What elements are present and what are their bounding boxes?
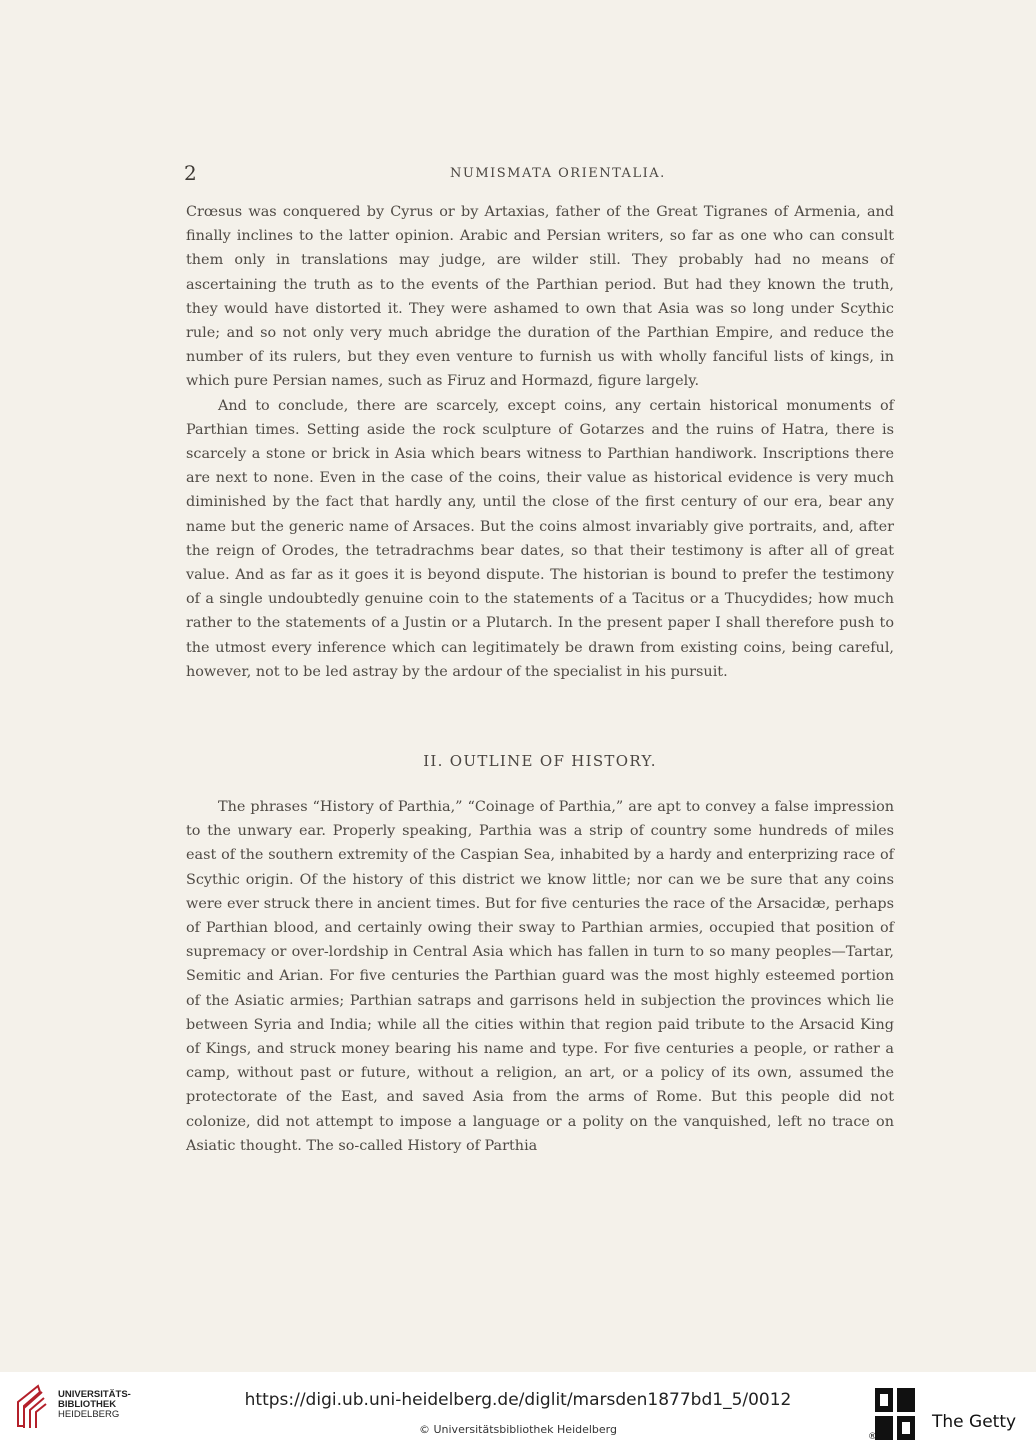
ub-heidelberg-logo-icon [10, 1382, 50, 1432]
paragraph: And to conclude, there are scarcely, except coins, any certain historical monuments of Parthian times. Setting aside the rock sculpture of Gotarzes and the ruins of Hatra, there is scarcely a stone or brick in Asia which bears witness to Parthian handiwork. Inscriptions there are next to none. Even in the case of the coins, their value as historical evidence is very much diminished by the fact that hardly any, until the close of the first century of our era, bear any name but the generic name of Arsaces. But the coins almost invariably give portraits, and, after the reign of Orodes, the tetradrachms bear dates, so that their testimony is after all of great value. And as far as it goes it is beyond dispute. The historian is bound to prefer the testimony of a single undoubtedly genuine coin to the statements of a Tacitus or a Thucydides; how much rather to the statements of a Justin or a Plutarch. In the present paper I shall therefore push to the utmost every inference which can legitimately be drawn from existing coins, being careful, however, not to be led astray by the ardour of the specialist in his pursuit. [186, 397, 894, 680]
library-line: BIBLIOTHEK [58, 1399, 117, 1410]
library-line: HEIDELBERG [58, 1409, 120, 1420]
library-line: UNIVERSITÄTS- [58, 1389, 131, 1400]
body-text-1 [186, 200, 894, 684]
section-heading: II. OUTLINE OF HISTORY. [423, 752, 657, 770]
paragraph: The phrases “History of Parthia,” “Coinage of Parthia,” are apt to convey a false impression to the unwary ear. Properly speaking, Parthia was a strip of country some hundreds of miles east of the southern extremity of the Caspian Sea, inhabited by a hardy and enterprizing race of Scythic origin. Of the history of this district we know little; nor can we be sure that any coins were ever struck there in ancient times. But for five centuries the race of the Arsacidæ, perhaps of Parthian blood, and certainly owing their sway to Parthian armies, occupied that position of supremacy or over-lordship in Central Asia which has fallen in turn to so many peoples—Tartar, Semitic and Arian. For five centuries the Parthian guard was the most highly esteemed portion of the Asiatic armies; Parthian satraps and garrisons held in subjection the provinces which lie between Syria and India; while all the cities within that region paid tribute to the Arsacid King of Kings, and struck money bearing his name and type. For five centuries a people, or rather a camp, without past or future, without a religion, an art, or a policy of its own, assumed the protectorate of the East, and saved Asia from the arms of Rome. But this people did not colonize, did not attempt to impose a language or a polity on the vanquished, left no trace on Asiatic thought. The so-called History of Parthia [186, 799, 894, 1154]
page-number: 2 [184, 161, 197, 185]
library-name [58, 1390, 131, 1420]
copyright-notice: © Universitätsbibliothek Heidelberg [418, 1423, 617, 1436]
paragraph: Crœsus was conquered by Cyrus or by Artaxias, father of the Great Tigranes of Armenia, and finally inclines to the latter opinion. Arabic and Persian writers, so far as one who can consult them only in translations may judge, are wilder still. They probably had no means of ascertaining the truth as to the events of the Parthian period. But had they known the truth, they would have distorted it. They were ashamed to own that Asia was so long under Scythic rule; and so not only very much abridge the duration of the Parthian Empire, and reduce the number of its rulers, but they even venture to furnish us with wholly fanciful lists of kings, in which pure Persian names, such as Firuz and Hormazd, figure largely. [186, 204, 894, 390]
source-url-link[interactable]: https://digi.ub.uni-heidelberg.de/diglit/marsden1877bd1_5/0012 [244, 1390, 792, 1410]
footer-bar [0, 1372, 1036, 1449]
registered-mark: ® [868, 1432, 877, 1442]
getty-logo-icon [873, 1386, 917, 1442]
getty-name: The Getty [932, 1412, 1017, 1432]
running-head: NUMISMATA ORIENTALIA. [450, 166, 666, 181]
body-text-2 [186, 795, 894, 1158]
